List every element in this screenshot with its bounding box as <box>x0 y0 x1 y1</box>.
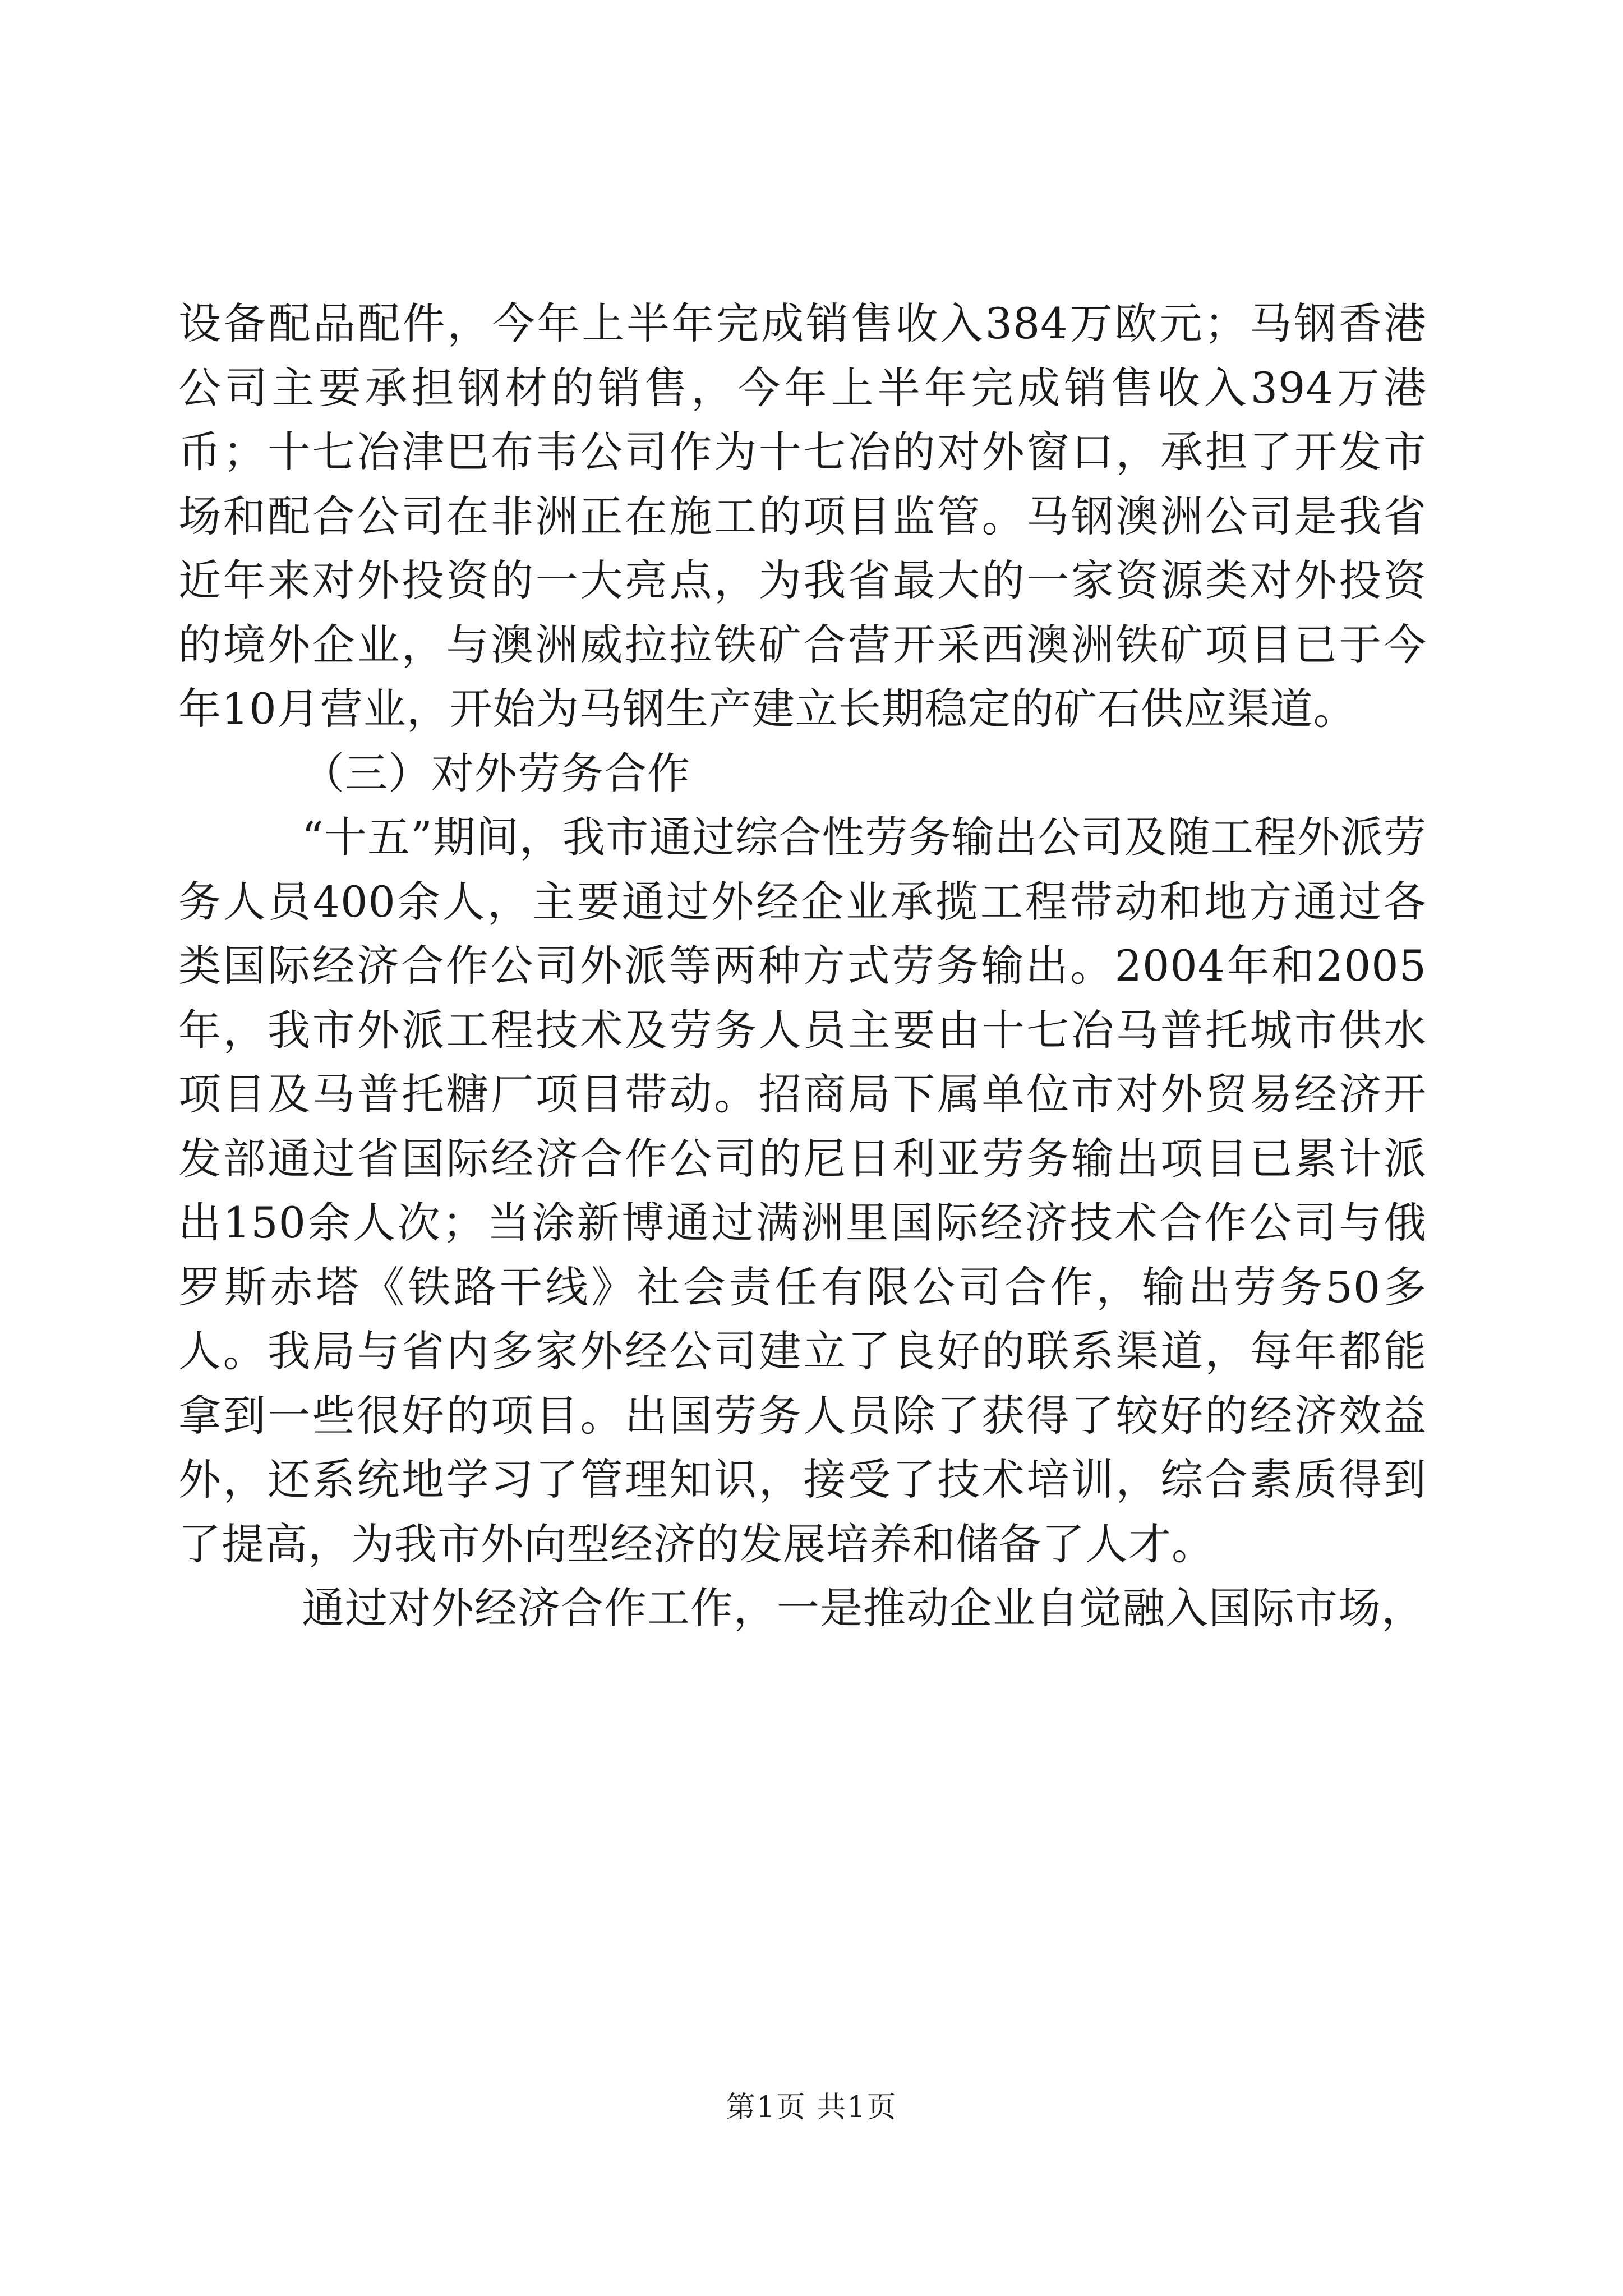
paragraph-economic-cooperation: 通过对外经济合作工作，一是推动企业自觉融入国际市场， <box>302 1583 1424 1633</box>
page-footer: 第1页 共1页 <box>726 2091 897 2124</box>
section-heading-labor-cooperation: （三）对外劳务合作 <box>302 748 690 798</box>
document-body <box>178 292 1427 1641</box>
paragraph-labor-export: “十五”期间，我市通过综合性劳务输出公司及随工程外派劳务人员400余人，主要通过外经企业承揽工程带动和地方通过各类国际经济合作公司外派等两种方式劳务输出。2004年和2005年，我市外派工程技术及劳务人员主要由十七冶马普托城市供水项目及马普托糖厂项目带动。招商局下属单位市对外贸易经济开发部通过省国际经济合作公司的尼日利亚劳务输出项目已累计派出150余人次；当涂新博通过满洲里国际经济技术合作公司与俄罗斯赤塔《铁路干线》社会责任有限公司合作，输出劳务50多人。我局与省内多家外经公司建立了良好的联系渠道，每年都能拿到一些很好的项目。出国劳务人员除了获得了较好的经济效益外，还系统地学习了管理知识，接受了技术培训，综合素质得到了提高，为我市外向型经济的发展培养和储备了人才。 <box>178 812 1427 1569</box>
paragraph-overseas-companies: 设备配品配件，今年上半年完成销售收入384万欧元；马钢香港公司主要承担钢材的销售，今年上半年完成销售收入394万港币；十七冶津巴布韦公司作为十七冶的对外窗口，承担了开发市场和配合公司在非洲正在施工的项目监管。马钢澳洲公司是我省近年来对外投资的一大亮点，为我省最大的一家资源类对外投资的境外企业，与澳洲威拉拉铁矿合营开采西澳洲铁矿项目已于今年10月营业，开始为马钢生产建立长期稳定的矿石供应渠道。 <box>178 298 1427 734</box>
